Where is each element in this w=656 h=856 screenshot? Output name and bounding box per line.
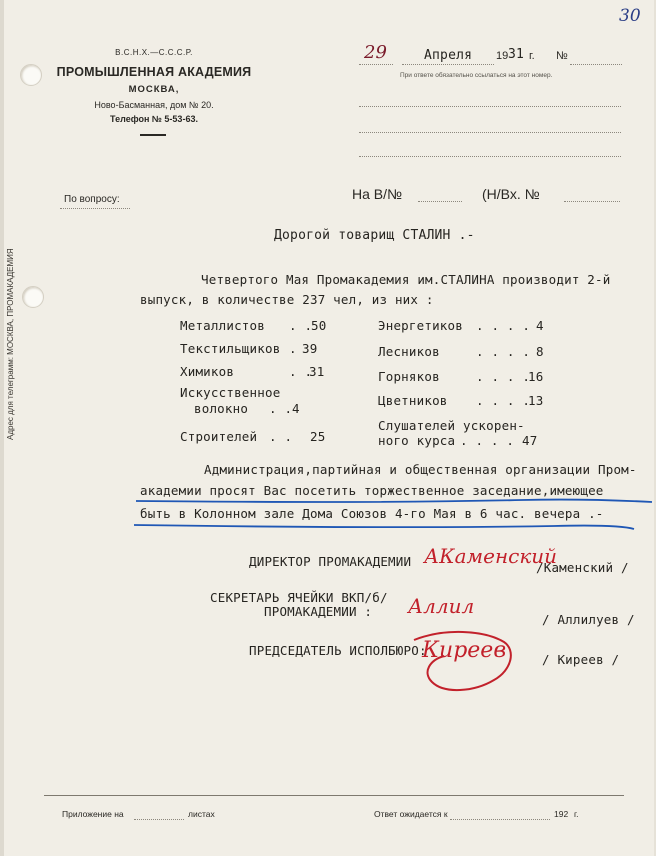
grad-left-label-4: волокно bbox=[194, 401, 249, 416]
our-number-label: (Н/Вх. № bbox=[482, 186, 540, 202]
footer-sheets-label: листах bbox=[188, 809, 215, 819]
letterhead-org: В.С.Н.Х.—С.С.С.Р. bbox=[115, 48, 193, 57]
archive-page-number: 30 bbox=[619, 6, 641, 26]
date-year-abbrev: г. bbox=[529, 50, 535, 62]
grad-left-dots-4: . . bbox=[269, 401, 293, 416]
chair-signature: Киреев bbox=[422, 638, 507, 663]
your-number-label: На В/№ bbox=[352, 186, 403, 202]
grad-right-label-0: Энергетиков bbox=[378, 318, 463, 333]
grad-left-value-0: 50 bbox=[311, 318, 327, 333]
grad-left-value-2: 31 bbox=[309, 364, 325, 379]
grad-right-value-3: 13 bbox=[528, 393, 544, 408]
telegram-address-margin: Адрес для телеграмм: МОСКВА, ПРОМАКАДЕМИЯ bbox=[6, 248, 15, 440]
punch-hole-middle bbox=[22, 286, 44, 308]
grad-right-label-5: ного курса bbox=[378, 433, 456, 448]
grad-left-value-1: 39 bbox=[302, 341, 318, 356]
grad-left-label-3: Искусственное bbox=[180, 385, 281, 400]
grad-left-value-4: 4 bbox=[292, 401, 300, 416]
para1-line1: Четвертого Мая Промакадемия им.СТАЛИНА производит 2-й bbox=[201, 272, 611, 287]
para1-line2: выпуск, в количестве 237 чел, из них : bbox=[140, 292, 434, 307]
footer-rule bbox=[44, 795, 624, 796]
para2-line2: академии просят Вас посетить торжественное заседание,имеющее bbox=[140, 483, 604, 498]
punch-hole-top bbox=[20, 64, 42, 86]
grad-left-value-5: 25 bbox=[310, 429, 326, 444]
grad-right-dots-2: . . . . bbox=[476, 369, 531, 384]
date-note: При ответе обязательно ссылаться на этот номер. bbox=[400, 72, 553, 79]
grad-right-value-2: 16 bbox=[528, 369, 544, 384]
letterhead-city: МОСКВА, bbox=[128, 84, 180, 95]
director-name: /Каменский / bbox=[536, 560, 629, 575]
secretary-title: СЕКРЕТАРЬ ЯЧЕЙКИ ВКП/б/ bbox=[210, 590, 388, 605]
grad-left-dots-0: . . bbox=[289, 318, 313, 333]
question-label: По вопросу: bbox=[64, 194, 120, 205]
salutation: Дорогой товарищ СТАЛИН .- bbox=[274, 228, 475, 243]
chair-name: / Киреев / bbox=[542, 652, 620, 667]
chair-signature-flourish bbox=[404, 622, 524, 702]
grad-right-value-0: 4 bbox=[536, 318, 544, 333]
grad-left-dots-1: . bbox=[289, 341, 297, 356]
date-month: Апреля bbox=[424, 48, 473, 63]
letterhead-address: Ново-Басманная, дом № 20. bbox=[94, 100, 214, 110]
grad-left-dots-5: . . bbox=[269, 429, 293, 444]
grad-left-label-5: Строителей bbox=[180, 429, 258, 444]
letterhead-rule bbox=[140, 134, 166, 136]
director-title: ДИРЕКТОР ПРОМАКАДЕМИИ bbox=[249, 554, 412, 569]
footer-reply-label: Ответ ожидается к bbox=[374, 809, 448, 819]
para2-line1: Администрация,партийная и общественная организации Пром- bbox=[204, 462, 637, 477]
grad-left-label-0: Металлистов bbox=[180, 318, 265, 333]
footer-attachment-label: Приложение на bbox=[62, 809, 124, 819]
chair-title: ПРЕДСЕДАТЕЛЬ ИСПОЛБЮРО: bbox=[249, 643, 427, 658]
grad-right-label-3: Цветников bbox=[378, 393, 448, 408]
director-signature: АКаменский bbox=[424, 544, 558, 568]
grad-right-label-2: Горняков bbox=[378, 369, 440, 384]
grad-left-dots-2: . . bbox=[289, 364, 313, 379]
grad-right-dots-0: . . . . bbox=[476, 318, 531, 333]
para2-line3: быть в Колонном зале Дома Союзов 4-го Мая в 6 час. вечера .- bbox=[140, 506, 604, 521]
footer-reply-year: 192 bbox=[554, 809, 569, 819]
secretary-title-2: ПРОМАКАДЕМИИ : bbox=[264, 604, 373, 619]
letterhead-phone: Телефон № 5-53-63. bbox=[110, 114, 198, 124]
grad-right-label-4: Слушателей ускорен- bbox=[378, 418, 525, 433]
grad-left-label-1: Текстильщиков bbox=[180, 341, 281, 356]
date-year-prefix: 19 bbox=[496, 50, 509, 62]
date-number-label: № bbox=[556, 50, 568, 62]
grad-right-dots-1: . . . . bbox=[476, 344, 531, 359]
grad-right-value-1: 8 bbox=[536, 344, 544, 359]
grad-right-value-5: 47 bbox=[522, 433, 538, 448]
grad-right-dots-5: . . . . bbox=[460, 433, 515, 448]
grad-right-label-1: Лесников bbox=[378, 344, 440, 359]
date-year-suffix: 31 bbox=[508, 47, 525, 62]
footer-reply-suffix: г. bbox=[574, 809, 579, 819]
secretary-signature: Аллил bbox=[408, 594, 475, 618]
date-day: 29 bbox=[364, 42, 387, 63]
secretary-name: / Аллилуев / bbox=[542, 612, 635, 627]
blue-pencil-underline bbox=[134, 490, 654, 540]
grad-right-dots-3: . . . . bbox=[476, 393, 531, 408]
grad-left-label-2: Химиков bbox=[180, 364, 235, 379]
letterhead-name: ПРОМЫШЛЕННАЯ АКАДЕМИЯ bbox=[56, 65, 252, 79]
